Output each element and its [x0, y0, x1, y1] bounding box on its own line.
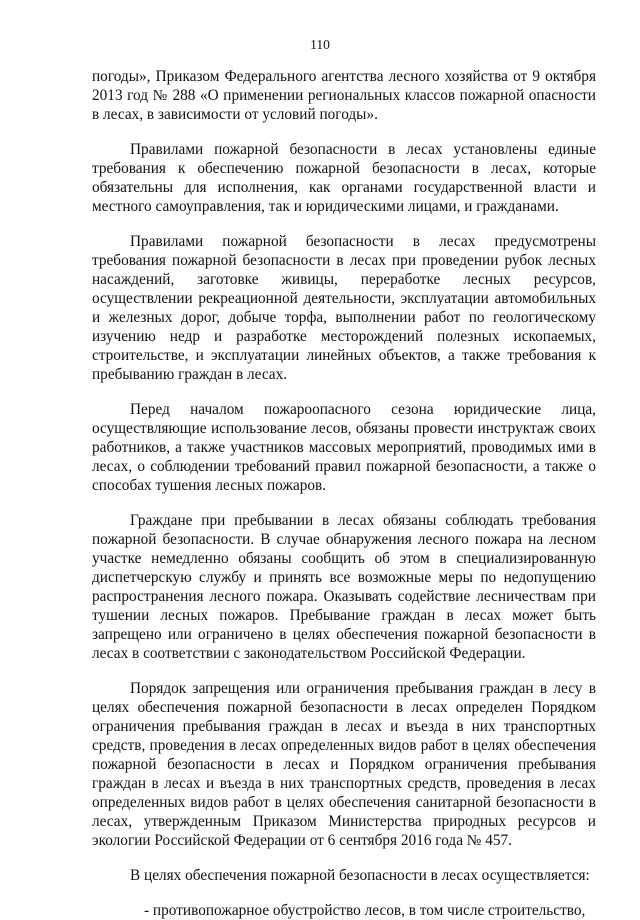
- paragraph-2: Правилами пожарной безопасности в лесах установлены единые требования к обеспечению пожарной безопасности в лесах, которые обязательны для исполнения, как органами государственной власти и местного самоуправления, так и юридическими лицами, и гражданами.: [92, 141, 596, 215]
- page-number: 110: [310, 37, 330, 52]
- paragraph-3: Правилами пожарной безопасности в лесах предусмотрены требования пожарной безопасности в лесах при проведении рубок лесных насаждений, заготовке живицы, переработке лесных ресурсов, осуществлении рекреационной деятельности, эксплуатации автомобильных и железных дорог, добыче торфа, выполнении работ по геологическому изучению недр и разработке месторождений полезных ископаемых, строительстве, и эксплуатации линейных объектов, а также требования к пребыванию граждан в лесах.: [92, 233, 596, 383]
- paragraph-1: погоды», Приказом Федерального агентства лесного хозяйства от 9 октября 2013 год № 288 «О применении региональных классов пожарной опасности в лесах, в зависимости от условий погоды».: [92, 68, 596, 123]
- page-body: [92, 67, 596, 920]
- paragraph-5: Граждане при пребывании в лесах обязаны соблюдать требования пожарной безопасности. В случае обнаружения лесного пожара на лесном участке немедленно обязаны сообщить об этом в специализированную диспетчерскую службу и принять все возможные меры по недопущению распространения лесного пожара. Оказывать содействие лесничествам при тушении лесных пожаров. Пребывание граждан в лесах может быть запрещено или ограничено в целях обеспечения пожарной безопасности в лесах в соответствии с законодательством Российской Федерации.: [92, 512, 596, 662]
- paragraph-7: В целях обеспечения пожарной безопасности в лесах осуществляется:: [130, 867, 590, 884]
- list-item-1: - противопожарное обустройство лесов, в том числе строительство,: [144, 902, 586, 919]
- paragraph-4: Перед началом пожароопасного сезона юридические лица, осуществляющие использование лесов, обязаны провести инструктаж своих работников, а также участников массовых мероприятий, проводимых ими в лесах, о соблюдении требований правил пожарной безопасности, а также о способах тушения лесных пожаров.: [92, 401, 596, 494]
- paragraph-6: Порядок запрещения или ограничения пребывания граждан в лесу в целях обеспечения пожарной безопасности в лесах определен Порядком ограничения пребывания граждан в лесах и въезда в них транспортных средств, проведения в лесах определенных видов работ в целях обеспечения пожарной безопасности в лесах и Порядком ограничения пребывания граждан в лесах и въезда в них транспортных средств, проведения в лесах определенных видов работ в целях обеспечения санитарной безопасности в лесах, утвержденным Приказом Министерства природных ресурсов и экологии Российской Федерации от 6 сентября 2016 года № 457.: [92, 680, 596, 849]
